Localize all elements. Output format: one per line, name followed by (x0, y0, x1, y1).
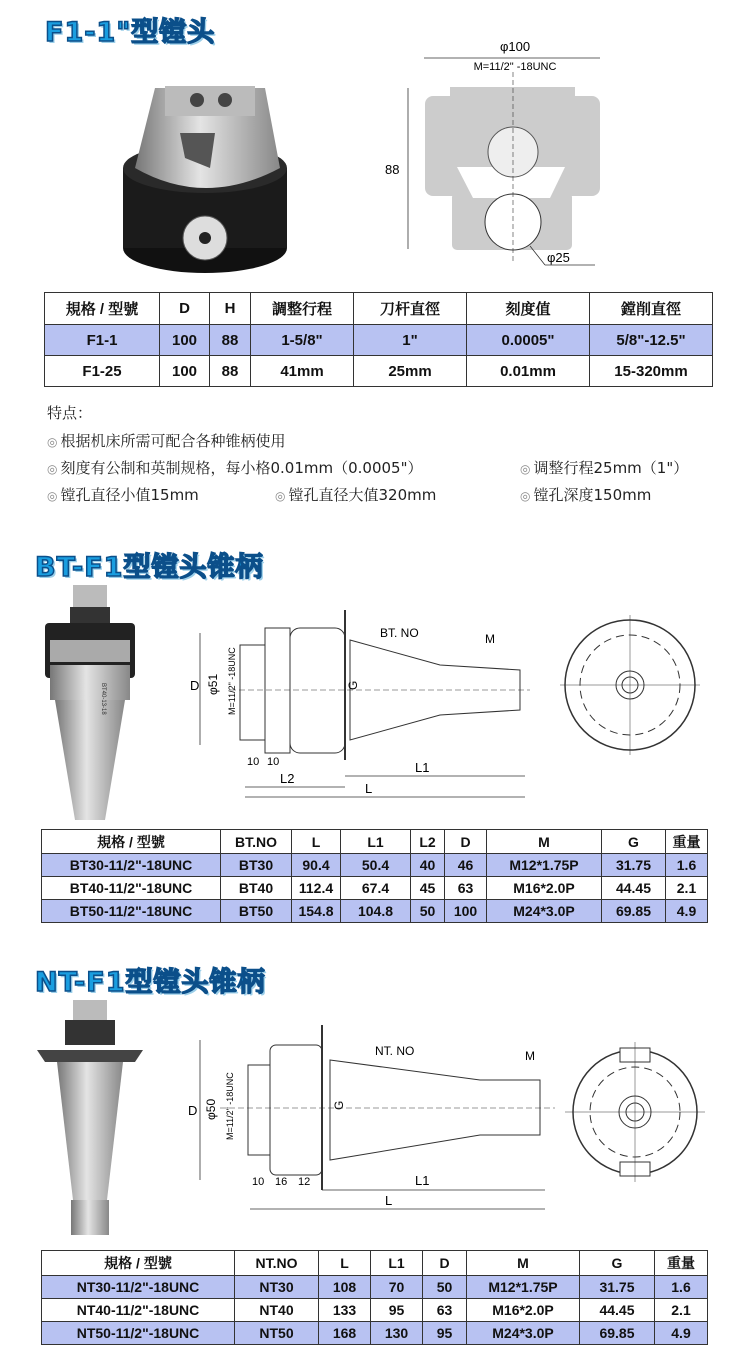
column-header: D (445, 830, 487, 854)
section-title-f1: F1-1"型镗头 (45, 17, 216, 48)
column-header: 規格 / 型號 (42, 1251, 235, 1276)
table-row (42, 877, 708, 900)
table-cell: 0.0005" (467, 325, 590, 356)
nt-technical-drawing (180, 1020, 560, 1215)
table-cell: 0.01mm (467, 356, 590, 387)
table-cell: 70 (371, 1276, 423, 1299)
table-row (45, 356, 713, 387)
table-cell: BT40 (221, 877, 292, 900)
svg-text:NT. NO: NT. NO (375, 1044, 415, 1058)
table-cell: 130 (371, 1322, 423, 1345)
table-cell: BT40-11/2"-18UNC (42, 877, 221, 900)
table-cell: NT50 (235, 1322, 319, 1345)
feature-item: ◎ 镗孔直径大值320mm (275, 486, 437, 504)
table-cell: 41mm (251, 356, 354, 387)
table-cell: NT40 (235, 1299, 319, 1322)
table-cell: NT50-11/2"-18UNC (42, 1322, 235, 1345)
table-cell: 67.4 (341, 877, 411, 900)
table-cell: 50 (411, 900, 445, 923)
svg-text:φ51: φ51 (206, 673, 220, 695)
table-cell: NT40-11/2"-18UNC (42, 1299, 235, 1322)
table-cell: 88 (210, 356, 251, 387)
column-header: L (319, 1251, 371, 1276)
column-header: 鏜削直徑 (590, 293, 713, 325)
table-cell: 4.9 (655, 1322, 708, 1345)
svg-text:10: 10 (247, 756, 260, 768)
svg-text:88: 88 (385, 162, 400, 177)
table-cell: 1-5/8" (251, 325, 354, 356)
table-cell: 40 (411, 854, 445, 877)
column-header: 刀杆直徑 (354, 293, 467, 325)
table-cell: 44.45 (602, 877, 666, 900)
column-header: D (160, 293, 210, 325)
table-row (42, 1299, 708, 1322)
svg-text:L: L (365, 781, 373, 796)
table-cell: BT50-11/2"-18UNC (42, 900, 221, 923)
nt-end-view-drawing (565, 1040, 725, 1190)
table-cell: 108 (319, 1276, 371, 1299)
column-header: M (487, 830, 602, 854)
column-header: 重量 (666, 830, 708, 854)
table-cell: 50.4 (341, 854, 411, 877)
table-cell: BT30 (221, 854, 292, 877)
svg-text:10: 10 (252, 1176, 265, 1188)
svg-text:G: G (346, 680, 360, 690)
column-header: L1 (371, 1251, 423, 1276)
table-row (45, 325, 713, 356)
table-cell: 25mm (354, 356, 467, 387)
svg-text:M: M (525, 1049, 535, 1063)
column-header: G (580, 1251, 655, 1276)
table-row (42, 900, 708, 923)
table-cell: NT30 (235, 1276, 319, 1299)
column-header: 規格 / 型號 (45, 293, 160, 325)
features-label: 特点： (47, 404, 93, 422)
column-header: 刻度值 (467, 293, 590, 325)
table-cell: F1-1 (45, 325, 160, 356)
column-header: 調整行程 (251, 293, 354, 325)
nt-shank-photo (35, 1000, 145, 1240)
table-row (42, 1322, 708, 1345)
column-header: M (467, 1251, 580, 1276)
table-cell: 45 (411, 877, 445, 900)
feature-item: ◎ 镗孔直径小值15mm (47, 486, 199, 504)
table-cell: M24*3.0P (487, 900, 602, 923)
column-header: H (210, 293, 251, 325)
feature-item: ◎ 调整行程25mm（1"） (520, 459, 689, 477)
table-cell: M24*3.0P (467, 1322, 580, 1345)
feature-item: ◎ 镗孔深度150mm (520, 486, 652, 504)
bt-technical-drawing (180, 600, 540, 805)
svg-text:10: 10 (267, 756, 280, 768)
f1-technical-drawing (380, 32, 620, 272)
svg-text:L1: L1 (415, 760, 430, 775)
svg-text:φ50: φ50 (204, 1098, 218, 1120)
table-cell: 104.8 (341, 900, 411, 923)
column-header: L (292, 830, 341, 854)
svg-text:L: L (385, 1193, 393, 1208)
svg-text:M=11/2" -18UNC: M=11/2" -18UNC (473, 61, 557, 73)
table-cell: M12*1.75P (487, 854, 602, 877)
bt-shank-photo (40, 585, 140, 825)
table-cell: 44.45 (580, 1299, 655, 1322)
table-header-row (42, 1251, 708, 1276)
svg-text:L1: L1 (415, 1173, 430, 1188)
table-cell: 1.6 (655, 1276, 708, 1299)
table-cell: 69.85 (602, 900, 666, 923)
f1-boring-head-photo (115, 58, 295, 278)
table-cell: 46 (445, 854, 487, 877)
table-cell: 100 (160, 325, 210, 356)
table-cell: 50 (423, 1276, 467, 1299)
table-nt-spec-table (41, 1250, 708, 1345)
table-cell: 100 (445, 900, 487, 923)
table-cell: 154.8 (292, 900, 341, 923)
svg-text:M=11/2" -18UNC: M=11/2" -18UNC (225, 1072, 235, 1140)
table-cell: 15-320mm (590, 356, 713, 387)
table-row (42, 854, 708, 877)
column-header: 重量 (655, 1251, 708, 1276)
svg-text:12: 12 (298, 1176, 311, 1188)
table-bt-spec-table (41, 829, 708, 923)
section-title-bt: BT-F1型镗头锥柄 (35, 552, 264, 583)
table-cell: NT30-11/2"-18UNC (42, 1276, 235, 1299)
column-header: BT.NO (221, 830, 292, 854)
section-title-nt: NT-F1型镗头锥柄 (35, 967, 266, 998)
table-cell: 1" (354, 325, 467, 356)
feature-item: ◎ 刻度有公制和英制规格，每小格0.01mm（0.0005"） (47, 459, 423, 477)
table-cell: 168 (319, 1322, 371, 1345)
column-header: L1 (341, 830, 411, 854)
table-cell: 69.85 (580, 1322, 655, 1345)
column-header: 規格 / 型號 (42, 830, 221, 854)
svg-text:φ100: φ100 (499, 39, 531, 54)
table-cell: M16*2.0P (487, 877, 602, 900)
table-header-row (45, 293, 713, 325)
svg-text:M: M (485, 632, 495, 646)
table-cell: 95 (371, 1299, 423, 1322)
svg-text:D: D (190, 678, 200, 693)
table-cell: 4.9 (666, 900, 708, 923)
table-cell: 88 (210, 325, 251, 356)
svg-text:D: D (188, 1103, 198, 1118)
table-cell: 2.1 (655, 1299, 708, 1322)
table-cell: F1-25 (45, 356, 160, 387)
svg-text:16: 16 (275, 1176, 288, 1188)
table-cell: BT30-11/2"-18UNC (42, 854, 221, 877)
table-cell: 133 (319, 1299, 371, 1322)
table-cell: 31.75 (602, 854, 666, 877)
table-cell: 31.75 (580, 1276, 655, 1299)
svg-text:BT40-13-18: BT40-13-18 (100, 683, 106, 715)
table-cell: M16*2.0P (467, 1299, 580, 1322)
table-cell: 2.1 (666, 877, 708, 900)
column-header: G (602, 830, 666, 854)
svg-text:φ25: φ25 (547, 250, 570, 265)
table-cell: 63 (445, 877, 487, 900)
table-cell: M12*1.75P (467, 1276, 580, 1299)
svg-text:L2: L2 (280, 771, 295, 786)
table-cell: 112.4 (292, 877, 341, 900)
table-cell: 90.4 (292, 854, 341, 877)
table-cell: BT50 (221, 900, 292, 923)
table-cell: 95 (423, 1322, 467, 1345)
table-header-row (42, 830, 708, 854)
svg-text:M=11/2" -18UNC: M=11/2" -18UNC (227, 647, 237, 715)
svg-text:BT. NO: BT. NO (380, 626, 419, 640)
table-cell: 5/8"-12.5" (590, 325, 713, 356)
column-header: D (423, 1251, 467, 1276)
bt-end-view-drawing (560, 610, 720, 760)
column-header: NT.NO (235, 1251, 319, 1276)
svg-text:G: G (332, 1100, 346, 1110)
table-cell: 100 (160, 356, 210, 387)
table-cell: 1.6 (666, 854, 708, 877)
column-header: L2 (411, 830, 445, 854)
table-f1-spec-table (44, 292, 713, 387)
table-row (42, 1276, 708, 1299)
feature-item: ◎ 根据机床所需可配合各种锥柄使用 (47, 432, 286, 450)
table-cell: 63 (423, 1299, 467, 1322)
